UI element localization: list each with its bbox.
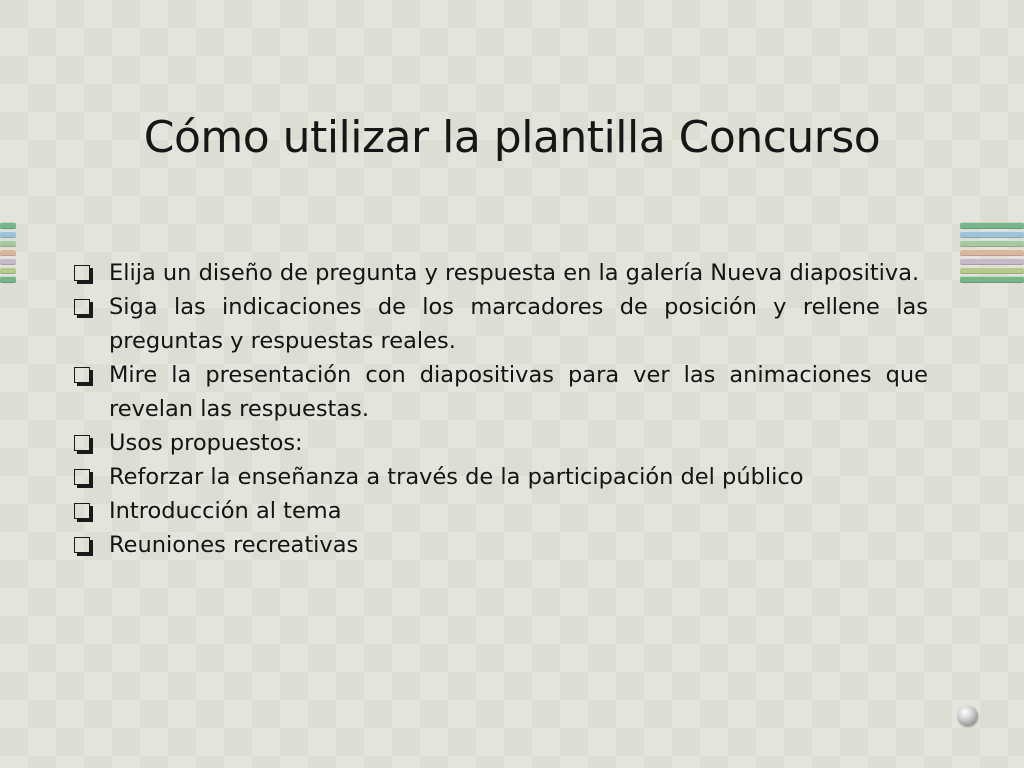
checkbox-square-icon xyxy=(74,469,90,485)
stripe xyxy=(0,231,16,238)
bullet-item xyxy=(72,494,928,528)
stripe xyxy=(0,276,16,283)
bullet-text: Elija un diseño de pregunta y respuesta en la galería Nueva diapositiva. xyxy=(109,260,920,286)
round-button-icon[interactable] xyxy=(958,706,978,726)
bullet-item xyxy=(72,426,928,460)
stripe xyxy=(0,249,16,256)
bullet-text: Siga las indicaciones de los marcadores de posición y rellene las preguntas y respuestas reales. xyxy=(109,294,928,354)
checkbox-square-icon xyxy=(74,503,90,519)
stripe xyxy=(0,222,16,229)
right-decorative-stripes xyxy=(960,222,1024,283)
stripe xyxy=(0,258,16,265)
stripe xyxy=(0,240,16,247)
stripe xyxy=(960,276,1024,283)
checkbox-square-icon xyxy=(74,537,90,553)
bullet-item xyxy=(72,528,928,562)
bullet-item xyxy=(72,460,928,494)
stripe xyxy=(960,267,1024,274)
bullet-item xyxy=(72,256,928,290)
bullet-text: Introducción al tema xyxy=(109,498,342,524)
checkbox-square-icon xyxy=(74,435,90,451)
stripe xyxy=(960,222,1024,229)
bullet-text: Reforzar la enseñanza a través de la participación del público xyxy=(109,464,804,490)
stripe xyxy=(960,240,1024,247)
bullet-text: Usos propuestos: xyxy=(109,430,303,456)
checkbox-square-icon xyxy=(74,299,90,315)
bullet-text: Reuniones recreativas xyxy=(109,532,359,558)
stripe xyxy=(960,231,1024,238)
checkbox-square-icon xyxy=(74,265,90,281)
checkbox-square-icon xyxy=(74,367,90,383)
stripe xyxy=(0,267,16,274)
bullet-text: Mire la presentación con diapositivas para ver las animaciones que revelan las respuestas. xyxy=(109,362,928,422)
stripe xyxy=(960,258,1024,265)
bullet-item xyxy=(72,290,928,358)
slide-title: Cómo utilizar la plantilla Concurso xyxy=(143,112,881,163)
left-decorative-stripes xyxy=(0,222,16,283)
stripe xyxy=(960,249,1024,256)
bullet-list xyxy=(72,256,928,562)
bullet-item xyxy=(72,358,928,426)
